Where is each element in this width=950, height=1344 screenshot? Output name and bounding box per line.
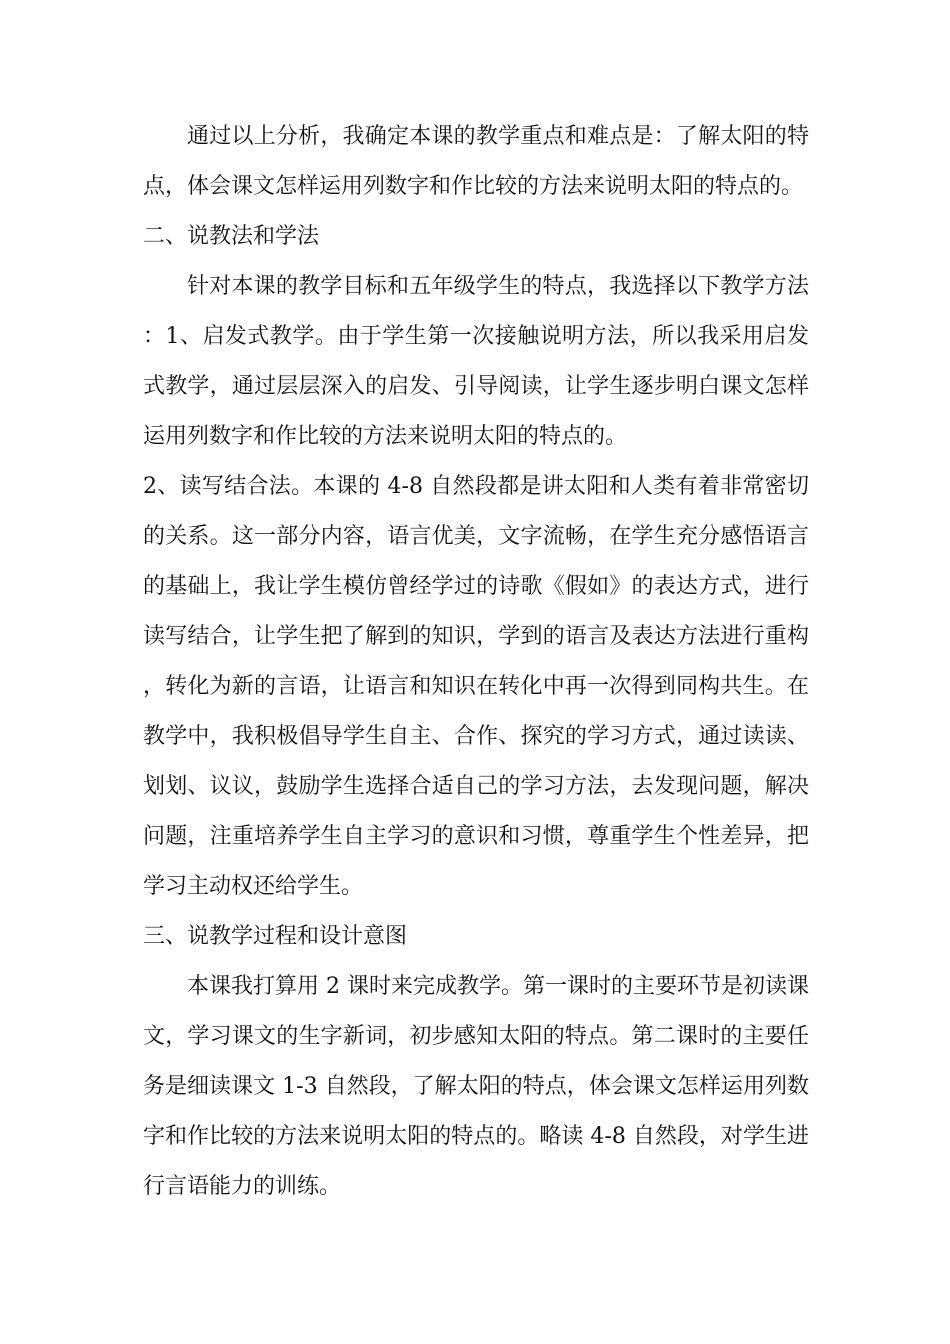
- document-body: [143, 112, 809, 1212]
- section-heading-process: 三、说教学过程和设计意图: [143, 924, 408, 949]
- paragraph-lesson-plan: 本课我打算用 2 课时来完成教学。第一课时的主要环节是初读课文，学习课文的生字新词，初步感知太阳的特点。第二课时的主要任务是细读课文 1-3 自然段，了解太阳的特点，体会课文怎样运用列数字和作比较的方法来说明太阳的特点的。略读 4-8 自然段，对学生进行言语能力的训练。: [143, 974, 809, 1199]
- paragraph-heuristic-teaching: 针对本课的教学目标和五年级学生的特点，我选择以下教学方法：1、启发式教学。由于学生第一次接触说明方法，所以我采用启发式教学，通过层层深入的启发、引导阅读，让学生逐步明白课文怎样运用列数字和作比较的方法来说明太阳的特点的。: [143, 274, 809, 449]
- section-heading-methods: 二、说教法和学法: [143, 224, 320, 249]
- paragraph-teaching-focus: 通过以上分析，我确定本课的教学重点和难点是：了解太阳的特点，体会课文怎样运用列数字和作比较的方法来说明太阳的特点的。: [143, 124, 809, 199]
- paragraph-reading-writing: 2、读写结合法。本课的 4-8 自然段都是讲太阳和人类有着非常密切的关系。这一部分内容，语言优美，文字流畅，在学生充分感悟语言的基础上，我让学生模仿曾经学过的诗歌《假如》的表达方式，进行读写结合，让学生把了解到的知识，学到的语言及表达方法进行重构，转化为新的言语，让语言和知识在转化中再一次得到同构共生。在教学中，我积极倡导学生自主、合作、探究的学习方式，通过读读、划划、议议，鼓励学生选择合适自己的学习方法，去发现问题，解决问题，注重培养学生自主学习的意识和习惯，尊重学生个性差异，把学习主动权还给学生。: [143, 474, 809, 899]
